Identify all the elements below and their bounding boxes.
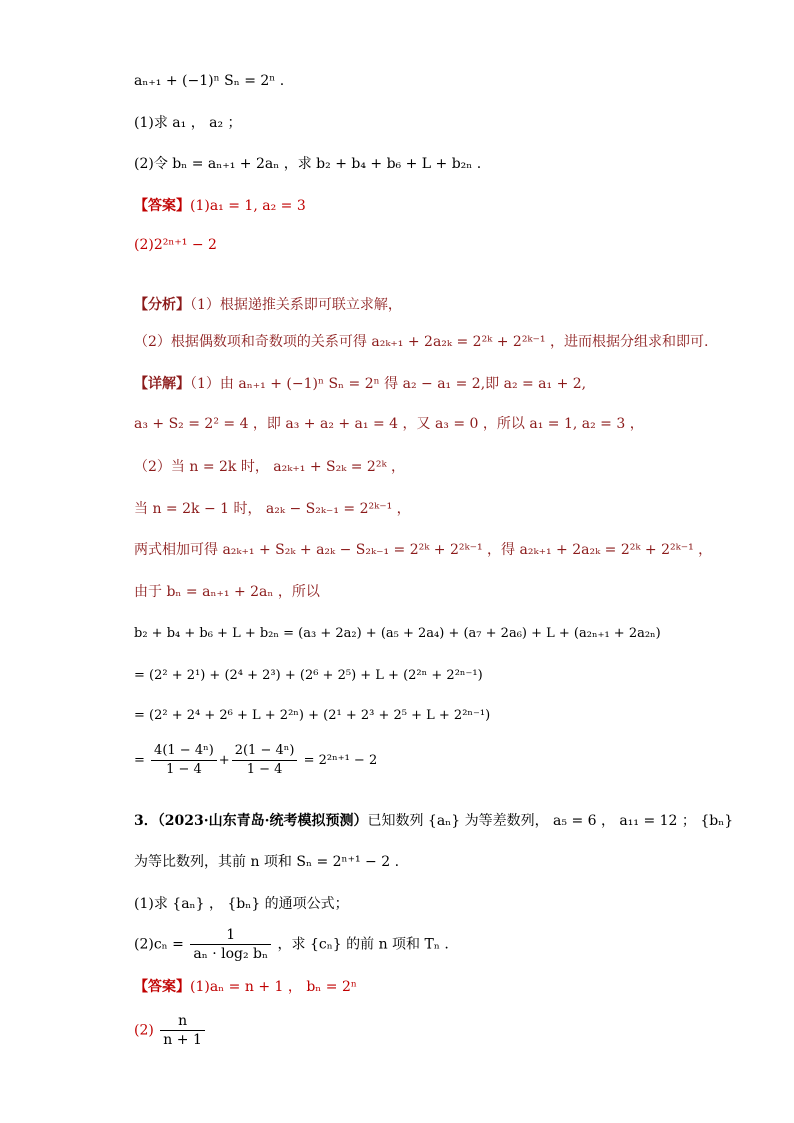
answer-3-numerator: n	[160, 1012, 205, 1031]
problem-3-part-1: (1)求 {aₙ} ， {bₙ} 的通项公式；	[134, 896, 349, 912]
cn-numerator: 1	[190, 926, 271, 945]
answer-3-line-1	[134, 978, 357, 996]
analysis-text-1: （1）根据递推关系即可联立求解，	[190, 297, 402, 313]
answer-tag: 【答案】	[134, 198, 190, 214]
fraction-2-numerator: 2(1 − 4ⁿ)	[232, 742, 298, 761]
detail-line-5: 两式相加可得 a₂ₖ₊₁ + S₂ₖ + a₂ₖ − S₂ₖ₋₁ = 2²ᵏ + 2²ᵏ⁻¹ ，得 a₂ₖ₊₁ + 2a₂ₖ = 2²ᵏ + 2²ᵏ⁻¹ ，	[134, 542, 713, 558]
cn-definition: (2)cₙ =	[134, 936, 184, 953]
analysis-line-1	[134, 296, 402, 314]
cn-denominator: aₙ · log₂ bₙ	[193, 946, 269, 962]
answer-3-fraction	[160, 1012, 205, 1049]
math-line-1: b₂ + b₄ + b₆ + L + b₂ₙ = (a₃ + 2a₂) + (a₅ + 2a₄) + (a₇ + 2a₆) + L + (a₂ₙ₊₁ + 2a₂ₙ)	[134, 626, 661, 641]
answer-line-2: (2)2²ⁿ⁺¹ − 2	[134, 237, 217, 253]
fraction-2	[232, 742, 298, 779]
answer-3-denominator: n + 1	[163, 1032, 202, 1048]
problem-3-line-2: 为等比数列，其前 n 项和 Sₙ = 2ⁿ⁺¹ − 2 .	[134, 854, 400, 870]
question-part-2: (2)令 bₙ = aₙ₊₁ + 2aₙ ，求 b₂ + b₄ + b₆ + L + b₂ₙ .	[134, 156, 482, 172]
detail-line-3: （2）当 n = 2k 时， a₂ₖ₊₁ + S₂ₖ = 2²ᵏ ，	[134, 459, 406, 475]
detail-line-1	[134, 375, 586, 393]
cn-fraction	[190, 926, 271, 963]
detail-line-4: 当 n = 2k − 1 时， a₂ₖ − S₂ₖ₋₁ = 2²ᵏ⁻¹ ，	[134, 501, 411, 517]
math-line-4	[134, 742, 377, 779]
detail-text-1: （1）由 aₙ₊₁ + (−1)ⁿ Sₙ = 2ⁿ 得 a₂ − a₁ = 2,即 a₂ = a₁ + 2,	[190, 376, 587, 392]
analysis-tag: 【分析】	[134, 297, 190, 313]
problem-statement: 已知数列 {aₙ} 为等差数列， a₅ = 6 ， a₁₁ = 12 ； {bₙ}	[367, 813, 734, 829]
fraction-2-denominator: 1 − 4	[246, 762, 283, 777]
fraction-1-numerator: 4(1 − 4ⁿ)	[151, 742, 217, 761]
plus-sign: +	[218, 753, 230, 768]
math-result: = 2²ⁿ⁺¹ − 2	[303, 753, 378, 768]
analysis-line-2: （2）根据偶数项和奇数项的关系可得 a₂ₖ₊₁ + 2a₂ₖ = 2²ᵏ + 2²ᵏ⁻¹ ，进而根据分组求和即可.	[134, 334, 709, 350]
math-line-3: = (2² + 2⁴ + 2⁶ + L + 2²ⁿ) + (2¹ + 2³ + 2⁵ + L + 2²ⁿ⁻¹)	[134, 708, 491, 723]
answer-3-prefix: (2)	[134, 1022, 154, 1039]
line-recurrence: aₙ₊₁ + (−1)ⁿ Sₙ = 2ⁿ .	[134, 73, 285, 89]
detail-line-2: a₃ + S₂ = 2² = 4 ，即 a₃ + a₂ + a₁ = 4 ，又 a₃ = 0 ，所以 a₁ = 1, a₂ = 3 ，	[134, 416, 644, 432]
equals-sign: =	[134, 753, 145, 768]
fraction-1	[151, 742, 217, 779]
detail-line-6: 由于 bₙ = aₙ₊₁ + 2aₙ ，所以	[134, 584, 320, 600]
cn-question: ，求 {cₙ} 的前 n 项和 Tₙ .	[277, 936, 449, 953]
answer-3-line-2	[134, 1012, 207, 1049]
answer-3-tag: 【答案】	[134, 979, 190, 995]
answer-3-text: (1)aₙ = n + 1 ， bₙ = 2ⁿ	[190, 979, 357, 995]
problem-number: 3．	[134, 813, 158, 829]
answer-line-1	[134, 197, 306, 215]
answer-text: (1)a₁ = 1, a₂ = 3	[190, 198, 306, 214]
fraction-1-denominator: 1 − 4	[166, 762, 202, 777]
problem-3-part-2	[134, 926, 449, 963]
problem-3-header	[134, 812, 733, 830]
math-line-2: = (2² + 2¹) + (2⁴ + 2³) + (2⁶ + 2⁵) + L + (2²ⁿ + 2²ⁿ⁻¹)	[134, 668, 483, 683]
question-part-1: (1)求 a₁ ， a₂ ；	[134, 115, 242, 131]
detail-tag: 【详解】	[134, 376, 190, 392]
problem-source: （2023·山东青岛·统考模拟预测）	[157, 813, 368, 829]
